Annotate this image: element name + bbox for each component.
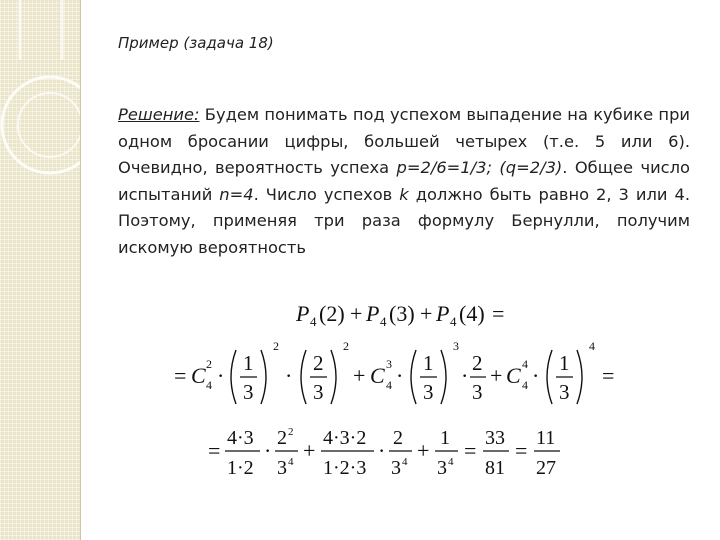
bernoulli-formula — [170, 290, 640, 485]
solution-text-3: . Общее число испытаний — [118, 158, 690, 204]
dot-operator: · — [532, 363, 540, 388]
fraction-numerator: 1 — [440, 427, 450, 449]
p-expression: p=2/6=1/3; — [396, 158, 493, 177]
solution-label: Решение: — [118, 105, 200, 124]
fraction-numerator: 2 — [277, 427, 287, 449]
fraction-numerator: 2 — [472, 351, 483, 375]
fraction-denominator: 3 — [437, 457, 447, 479]
fraction-denominator: 3 — [423, 380, 434, 404]
fraction-numerator: 11 — [536, 427, 556, 449]
p-arg-2: (2) — [319, 301, 345, 326]
dot-operator: · — [285, 363, 293, 388]
dot-operator: · — [264, 438, 272, 463]
c-subscript: 4 — [522, 378, 528, 392]
slide-title: Пример (задача 18) — [118, 34, 274, 52]
solution-text-4: . Число успехов — [253, 184, 400, 204]
c-symbol: C — [191, 363, 206, 388]
c-subscript: 4 — [386, 378, 392, 392]
plus-sign: + — [303, 438, 316, 463]
equals-sign: = — [515, 438, 528, 463]
p-subscript: 4 — [310, 314, 317, 329]
c-subscript: 4 — [206, 378, 212, 392]
p-arg-3: (3) — [389, 301, 415, 326]
fraction-numerator: 2 — [313, 351, 324, 375]
fraction-denominator: 3 — [472, 380, 483, 404]
equals-sign: = — [208, 438, 221, 463]
formula-line-2 — [174, 339, 614, 404]
fraction-numerator: 1 — [423, 351, 434, 375]
n-expression: n=4 — [219, 184, 254, 204]
exponent: 2 — [273, 339, 279, 353]
fraction-numerator: 1 — [243, 351, 254, 375]
fraction-numerator: 33 — [485, 427, 505, 449]
fraction-denominator: 1·2·3 — [323, 457, 367, 479]
fraction-denominator: 3 — [313, 380, 324, 404]
formula-line-1 — [295, 301, 504, 329]
fraction-numerator: 4·3·2 — [323, 427, 367, 449]
c-superscript: 4 — [522, 357, 528, 371]
plus-sign: + — [417, 438, 430, 463]
fraction-numerator: 1 — [559, 351, 570, 375]
c-superscript: 3 — [386, 357, 392, 371]
dot-operator: · — [396, 363, 404, 388]
p-symbol: P — [296, 301, 310, 326]
plus-sign: + — [353, 363, 366, 388]
p-symbol: P — [436, 301, 450, 326]
solution-text-5: должно быть равно 2, 3 или 4. Поэтому, применяя три раза формулу Бернулли, получим искомую вероятность — [118, 184, 690, 257]
fraction-denominator: 3 — [391, 457, 401, 479]
plus-sign: + — [420, 301, 433, 326]
q-expression: (q=2/3) — [499, 158, 563, 177]
formula-line-3 — [208, 426, 560, 479]
plus-sign: + — [350, 301, 363, 326]
fraction-numerator: 4·3 — [227, 427, 254, 449]
fraction-denominator: 3 — [559, 380, 570, 404]
exponent: 4 — [288, 456, 294, 468]
fraction-denominator: 1·2 — [227, 457, 254, 479]
sidebar-divider — [80, 0, 81, 540]
solution-text-1: Будем понимать под успехом выпадение на кубике при одном бросании цифры, большей четырех (т.е. 5 или 6). Очевидно, вероятность успеха — [118, 105, 690, 177]
exponent: 3 — [453, 339, 459, 353]
circle-ornament-icon — [0, 0, 80, 540]
fraction-denominator: 81 — [485, 457, 505, 479]
p-subscript: 4 — [380, 314, 387, 329]
fraction-numerator: 2 — [393, 427, 403, 449]
equals-sign: = — [464, 438, 477, 463]
c-symbol: C — [506, 363, 521, 388]
equals-sign: = — [174, 363, 187, 388]
dot-operator: · — [461, 363, 469, 388]
exponent: 4 — [448, 456, 454, 468]
equals-sign: = — [602, 363, 615, 388]
dot-operator: · — [378, 438, 386, 463]
exponent: 4 — [402, 456, 408, 468]
plus-sign: + — [490, 363, 503, 388]
k-variable: k — [399, 184, 409, 204]
exponent: 4 — [589, 339, 595, 353]
equals-sign: = — [492, 301, 505, 326]
p-arg-4: (4) — [459, 301, 485, 326]
fraction-denominator: 27 — [536, 457, 556, 479]
solution-paragraph — [118, 102, 690, 261]
decorative-sidebar — [0, 0, 80, 540]
exponent: 2 — [288, 426, 294, 438]
p-symbol: P — [366, 301, 380, 326]
p-subscript: 4 — [450, 314, 457, 329]
fraction-denominator: 3 — [277, 457, 287, 479]
c-symbol: C — [370, 363, 385, 388]
fraction-denominator: 3 — [243, 380, 254, 404]
exponent: 2 — [343, 339, 349, 353]
dot-operator: · — [217, 363, 225, 388]
c-superscript: 2 — [206, 357, 212, 371]
